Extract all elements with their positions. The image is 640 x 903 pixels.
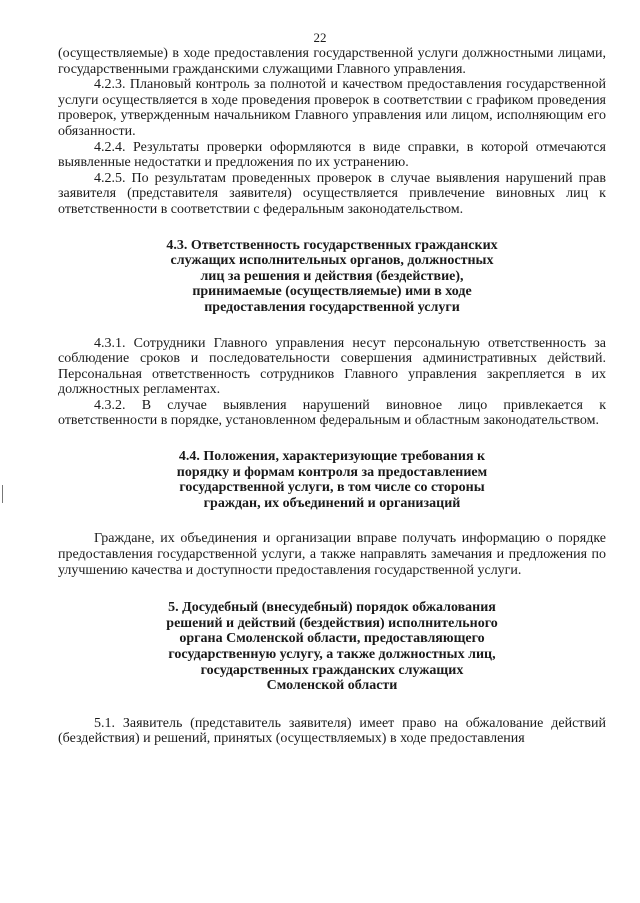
page-number: 22: [313, 30, 327, 45]
section-heading-4-4: [58, 449, 606, 511]
heading-line: граждан, их объединений и организаций: [203, 495, 461, 511]
heading-line: Смоленской области: [266, 678, 398, 694]
scan-edge-mark: [2, 485, 3, 503]
heading-line: 4.3. Ответственность государственных гражданских: [166, 237, 498, 253]
heading-line: 4.4. Положения, характеризующие требования к: [178, 449, 486, 465]
heading-line: органа Смоленской области, предоставляющего: [179, 631, 485, 647]
paragraph-5-1: 5.1. Заявитель (представитель заявителя) имеет право на обжалование действий (бездействия) и решений, принятых (осуществляемых) в ходе предоставления: [58, 715, 606, 747]
paragraph-4-2-3: 4.2.3. Плановый контроль за полнотой и качеством предоставления государственной услуги осуществляется в ходе проведения проверок в соответствии с графиком проведения проверок, утвержденным начальником Главного управления или лицом, исполняющим его обязанности.: [58, 77, 606, 139]
paragraph-4-4: Граждане, их объединения и организации вправе получать информацию о порядке предоставления государственной услуги, а также направлять замечания и предложения по улучшению качества и доступности предоставления государственной услуги.: [58, 531, 606, 578]
heading-line: предоставления государственной услуги: [204, 299, 460, 315]
heading-line: решений и действий (бездействия) исполнительного: [166, 615, 498, 631]
heading-line: лиц за решения и действия (бездействие),: [200, 268, 464, 284]
section-heading-5: [58, 600, 606, 694]
heading-line: порядку и формам контроля за предоставлением: [176, 464, 488, 480]
heading-line: 5. Досудебный (внесудебный) порядок обжалования: [168, 600, 496, 616]
paragraph-4-3-2: 4.3.2. В случае выявления нарушений виновное лицо привлекается к ответственности в порядке, установленном федеральным и областным законодательством.: [58, 397, 606, 429]
paragraph-4-2-5: 4.2.5. По результатам проведенных проверок в случае выявления нарушений прав заявителя (представителя заявителя) осуществляется привлечение виновных лиц к ответственности в соответствии с федеральным законодательством.: [58, 170, 606, 217]
heading-line: принимаемые (осуществляемые) ими в ходе: [192, 284, 472, 300]
paragraph-4-3-1: 4.3.1. Сотрудники Главного управления несут персональную ответственность за соблюдение сроков и последовательности совершения административных действий. Персональная ответственность сотрудников Главного управления закрепляется в их должностных регламентах.: [58, 335, 606, 398]
paragraph-continuation: (осуществляемые) в ходе предоставления государственной услуги должностными лицами, государственными гражданскими служащими Главного управления.: [58, 46, 606, 77]
paragraph-4-2-4: 4.2.4. Результаты проверки оформляются в виде справки, в которой отмечаются выявленные недостатки и предложения по их устранению.: [58, 139, 606, 171]
heading-line: государственных гражданских служащих: [200, 662, 464, 678]
document-body: [58, 46, 606, 747]
heading-line: государственной услуги, в том числе со стороны: [179, 480, 485, 496]
heading-line: служащих исполнительных органов, должностных: [170, 253, 494, 269]
section-heading-4-3: [58, 238, 606, 316]
heading-line: государственную услугу, а также должностных лиц,: [168, 647, 496, 662]
